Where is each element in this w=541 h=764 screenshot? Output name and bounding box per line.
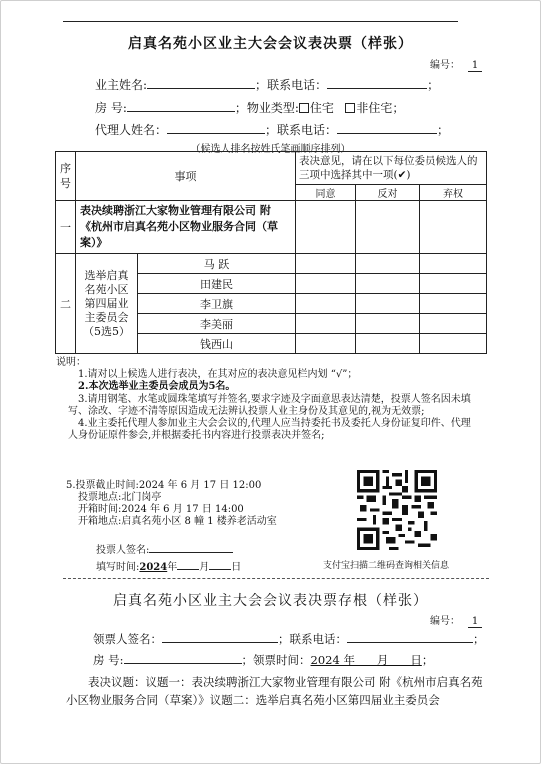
col-opinion-header: 表决意见，请在以下每位委员候选人的三项中选择其中一项(✔) [296,152,487,185]
candidate-abstain-cell[interactable] [420,274,487,294]
proxy-name-label: 代理人姓名： [95,123,168,137]
col-agree-header: 同意 [296,185,356,201]
stub-room-label: 房 号: [93,653,124,667]
tear-line [63,578,489,579]
fill-time-row [96,558,241,573]
stub-subject [66,673,488,709]
receiver-label: 领票人签名： [93,632,162,646]
row1-oppose-cell[interactable] [356,201,420,254]
room-row: 房 号: ；物业类型: 住宅 非住宅； [95,101,405,115]
candidates-order-note: （候选人排名按姓氏笔画顺序排列） [190,144,351,155]
stub-room-row: 房 号: ；领票时间：2024 年 月 日； [93,653,434,667]
candidate-oppose-cell[interactable] [356,294,420,314]
candidate-abstain-cell[interactable] [420,314,487,334]
candidate-oppose-cell[interactable] [356,314,420,334]
row1-item: 表决续聘浙江大家物业管理有限公司 附《杭州市启真名苑小区物业服务合同（草案）》 [76,201,296,254]
candidate-abstain-cell[interactable] [420,334,487,354]
candidate-abstain-cell[interactable] [420,294,487,314]
top-rule [63,21,458,22]
open-time: 开箱时间:2024 年 6 月 17 日 14:00 [78,504,244,515]
candidate-abstain-cell[interactable] [420,254,487,274]
instruction-3: 3.请用钢笔、水笔或圆珠笔填写并签名,要求字迹及字面意思表达清楚，投票人签名因未填写、涂改、字迹不清等原因造成无法辨认投票人业主身份及其意见的,视为无效票; [68,393,471,417]
receive-time-value: 2024 年 月 日 [310,653,422,667]
room-label: 房 号: [95,101,127,115]
vote-schedule [66,480,277,528]
voter-sign-field[interactable] [149,542,233,553]
stub-serial-label: 编号： [430,616,460,627]
candidate-name: 田建民 [138,274,296,294]
candidate-name: 李美丽 [138,314,296,334]
owner-name-field[interactable] [147,77,255,89]
instructions [56,357,473,442]
serial-label: 编号： [430,60,460,71]
row1-no: 一 [56,201,76,254]
open-place: 开箱地点:启真名苑小区 8 幢 1 楼养老活动室 [78,516,277,527]
serial-value: 1 [468,60,482,72]
stub-title: 启真名苑小区业主大会会议表决票存根（样张） [113,593,428,609]
owner-name-row: 业主姓名: ；联系电话： ； [95,78,440,92]
non-residential-option: 非住宅 [356,101,393,115]
vote-place: 投票地点:北门岗亭 [78,492,162,503]
fill-month-field[interactable] [177,560,199,570]
candidate-agree-cell[interactable] [296,314,356,334]
fill-year: 2024 [139,562,168,573]
fill-year-suffix: 年 [167,562,178,573]
col-no-header: 序号 [56,152,76,201]
stub-contact-field[interactable] [347,631,473,643]
candidate-name: 钱西山 [138,334,296,354]
instruction-4: 4.业主委托代理人参加业主大会会议的,代理人应当持委托书及委托人身份证复印件、代理人身份证原件参会,并根据委托书内容进行投票表决并签名; [68,418,471,442]
candidate-oppose-cell[interactable] [356,274,420,294]
row2-item: 选举启真名苑小区第四届业主委员会（5选5） [76,254,138,354]
instruction-1: 1.请对以上候选人进行表决，在其对应的表决意见栏内划 “√”； [78,369,358,381]
candidate-oppose-cell[interactable] [356,254,420,274]
fill-day-field[interactable] [209,560,231,570]
candidate-agree-cell[interactable] [296,294,356,314]
stub-receiver-row: 领票人签名： ；联系电话： ； [93,632,485,646]
stub-contact-label: 联系电话： [289,632,347,646]
qr-caption: 支付宝扫描二维码查询相关信息 [323,561,450,571]
stub-room-field[interactable] [124,652,242,664]
voter-sign-label: 投票人签名: [96,545,150,556]
candidate-name: 李卫旗 [138,294,296,314]
col-abstain-header: 弃权 [420,185,487,201]
room-field[interactable] [127,100,235,112]
candidate-oppose-cell[interactable] [356,334,420,354]
property-type-label: 物业类型: [246,101,299,115]
instruction-2: 2.本次选举业主委员会成员为5名。 [78,381,236,393]
serial-number [430,56,482,72]
candidate-agree-cell[interactable] [296,254,356,274]
col-item-header: 事项 [76,152,296,201]
row2-no: 二 [56,254,76,354]
vote-deadline: 5.投票截止时间:2024 年 6 月 17 日 12:00 [66,480,262,491]
candidate-agree-cell[interactable] [296,334,356,354]
contact-field[interactable] [327,77,427,89]
vote-table [55,151,487,354]
stub-subject-text: 表决议题：议题一：表决续聘浙江大家物业管理有限公司 附《杭州市启真名苑小区物业服务合同（草案）》议题二：选举启真名苑小区第四届业主委员会 [66,675,483,707]
voter-sign-row [96,541,233,556]
col-oppose-header: 反对 [356,185,420,201]
row1-agree-cell[interactable] [296,201,356,254]
receive-time-label: 领票时间： [253,653,311,667]
proxy-row: 代理人姓名： ；联系电话： ； [95,123,450,137]
stub-serial-number [430,612,482,628]
candidate-name: 马 跃 [138,254,296,274]
row1-abstain-cell[interactable] [420,201,487,254]
proxy-contact-field[interactable] [337,122,437,134]
owner-name-label: 业主姓名: [95,78,148,92]
fill-month-suffix: 月 [199,562,210,573]
qr-code[interactable] [357,470,437,550]
fill-time-label: 填写时间: [96,562,140,573]
contact-label: 联系电话： [267,78,328,92]
candidate-agree-cell[interactable] [296,274,356,294]
non-residential-checkbox[interactable] [345,103,355,113]
residential-checkbox[interactable] [299,103,309,113]
receiver-field[interactable] [162,631,278,643]
ballot-title: 启真名苑小区业主大会会议表决票（样张） [128,36,413,52]
stub-serial-value: 1 [468,616,482,628]
fill-day-suffix: 日 [231,562,242,573]
proxy-name-field[interactable] [167,122,265,134]
residential-option: 住宅 [309,101,334,115]
proxy-contact-label: 联系电话： [277,123,338,137]
instructions-heading: 说明： [56,357,86,368]
